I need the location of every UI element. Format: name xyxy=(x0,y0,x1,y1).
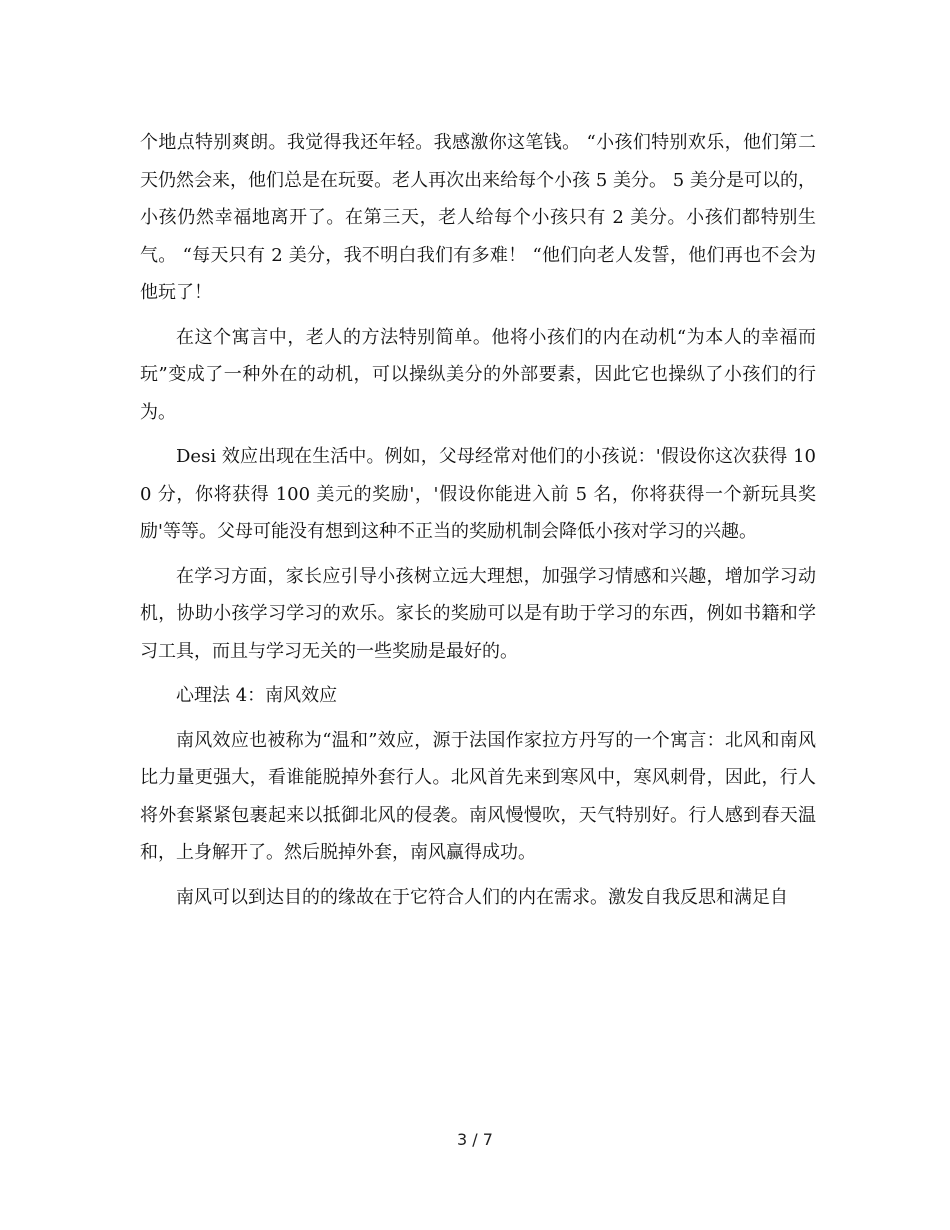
paragraph-fable-analysis: 在这个寓言中，老人的方法特别简单。他将小孩们的内在动机“为本人的幸福而玩”变成了一种外在的动机，可以操纵美分的外部要素，因此它也操纵了小孩们的行为。 xyxy=(140,326,816,423)
section-heading: 心理法 4：南风效应 xyxy=(176,685,338,706)
paragraph-continuation: 个地点特别爽朗。我觉得我还年轻。我感激你这笔钱。 “小孩们特别欢乐，他们第二天仍然会来，他们总是在玩耍。老人再次出来给每个小孩 5 美分。 5 美分是可以的，小孩仍然幸福地离开了。在第三天，老人给每个小孩只有 2 美分。小孩们都特别生气。 “每天只有 2 美分，我不明白我们有多难！ “他们向老人发誓，他们再也不会为他玩了！ xyxy=(140,132,816,303)
page-number: 3 / 7 xyxy=(457,1130,493,1149)
paragraph-south-wind-effect: 南风效应也被称为“温和”效应，源于法国作家拉方丹写的一个寓言：北风和南风比力量更强大，看谁能脱掉外套行人。北风首先来到寒风中，寒风刺骨，因此，行人将外套紧紧包裹起来以抵御北风的侵袭。南风慢慢吹，天气特别好。行人感到春天温和，上身解开了。然后脱掉外套，南风赢得成功。 xyxy=(140,729,816,863)
paragraph-south-wind-reason: 南风可以到达目的的缘故在于它符合人们的内在需求。激发自我反思和满足自 xyxy=(176,886,788,908)
paragraph-learning-advice: 在学习方面，家长应引导小孩树立远大理想，加强学习情感和兴趣，增加学习动机，协助小孩学习学习的欢乐。家长的奖励可以是有助于学习的东西，例如书籍和学习工具，而且与学习无关的一些奖励是最好的。 xyxy=(140,565,816,662)
document-body xyxy=(140,124,816,923)
paragraph-desi-effect: Desi 效应出现在生活中。例如，父母经常对他们的小孩说：'假设你这次获得 100 分，你将获得 100 美元的奖励'，'假设你能进入前 5 名，你将获得一个新玩具奖励'等等。父母可能没有想到这种不正当的奖励机制会降低小孩对学习的兴趣。 xyxy=(140,446,816,542)
